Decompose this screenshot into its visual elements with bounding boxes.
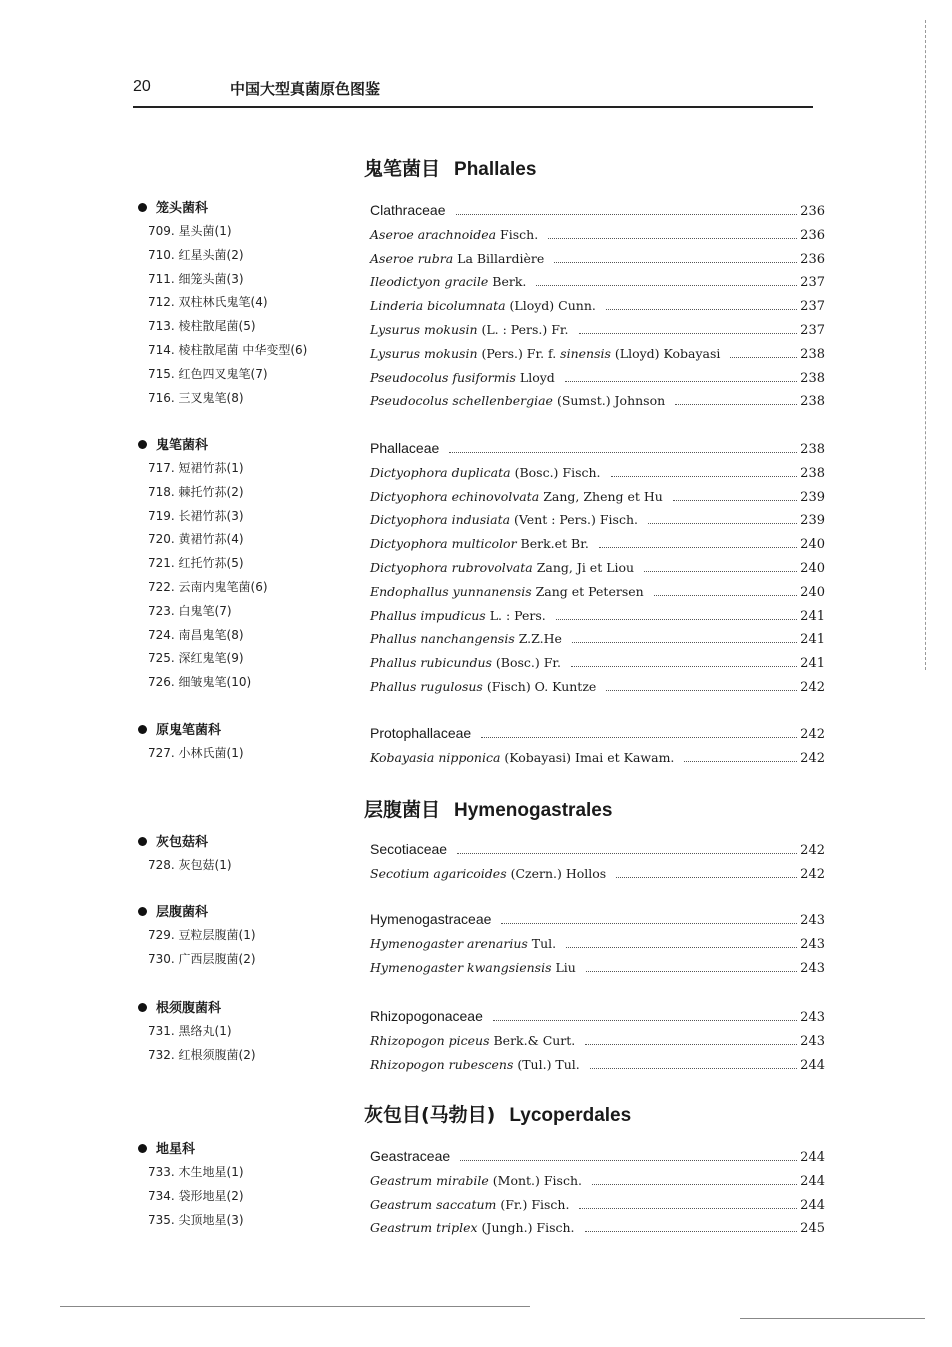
dot-leader [566, 947, 797, 948]
author-citation: (Fisch) O. Kuntze [482, 678, 597, 694]
taxon-index-row [370, 461, 825, 485]
dot-leader [493, 1020, 797, 1021]
page-ref: 238 [800, 346, 825, 362]
page-ref: 244 [800, 1173, 825, 1189]
latin-binomial: Dictyophora indusiata [370, 512, 511, 528]
taxon-name [370, 862, 606, 886]
taxon-name [370, 908, 491, 932]
latin-binomial: Endophallus yunnanensis [370, 583, 532, 599]
species-item: 722. 云南内鬼笔菌(6) [148, 579, 268, 594]
family-latin-name: Geastraceae [370, 1148, 451, 1164]
page-ref: 236 [800, 251, 825, 267]
species-item: 728. 灰包菇(1) [148, 858, 232, 872]
taxon-name [370, 270, 526, 294]
species-item: 725. 深红鬼笔(9) [148, 651, 244, 666]
author-citation: Fisch. [496, 226, 539, 242]
family-index-row [370, 722, 825, 746]
family-index-row [370, 437, 825, 461]
page-ref: 237 [800, 299, 825, 315]
taxon-name [370, 389, 665, 413]
dot-leader [449, 452, 797, 453]
species-item: 727. 小林氏菌(1) [148, 746, 244, 760]
taxon-index-row [370, 247, 825, 271]
latin-binomial: Ileodictyon gracile [370, 274, 489, 290]
family-name [138, 198, 358, 220]
taxon-index-row [370, 508, 825, 532]
dot-leader [648, 523, 797, 524]
taxon-name [370, 1169, 582, 1193]
latin-binomial: Geastrum triplex [370, 1220, 478, 1236]
order-heading-hymenogastrales [364, 795, 612, 822]
author-citation: (Pers.) Fr. f. [477, 345, 561, 361]
latin-infraspecific: sinensis [560, 345, 611, 361]
latin-binomial: Rhizopogon piceus [370, 1032, 490, 1048]
bullet-icon [138, 440, 147, 449]
dot-leader [554, 262, 797, 263]
taxon-name [370, 651, 561, 675]
taxon-index-row [370, 1193, 825, 1217]
family-latin-name: Hymenogastraceae [370, 911, 492, 927]
page-ref: 240 [800, 584, 825, 600]
page-ref: 240 [800, 537, 825, 553]
order-name-latin: Hymenogastrales [454, 800, 613, 821]
taxon-name [370, 838, 447, 862]
taxon-index-row [370, 956, 825, 980]
taxon-name [370, 746, 674, 770]
latin-binomial: Aseroe arachnoidea [370, 226, 497, 242]
author-citation: La Billardière [453, 250, 545, 266]
bullet-icon [138, 203, 147, 212]
dot-leader [675, 404, 797, 405]
taxon-index-row [370, 1053, 825, 1077]
species-item: 720. 黄裙竹荪(4) [148, 532, 244, 547]
family-name [138, 720, 358, 742]
author-citation: Tul. [527, 935, 557, 951]
latin-binomial: Geastrum mirabile [370, 1172, 489, 1188]
dot-leader [565, 381, 797, 382]
taxon-name [370, 1029, 575, 1053]
bottom-rule [60, 1306, 530, 1307]
latin-binomial: Phallus impudicus [370, 607, 486, 623]
dot-leader [456, 214, 798, 215]
author-citation: Z.Z.He [514, 631, 562, 647]
dot-leader [673, 500, 797, 501]
species-item: 718. 棘托竹荪(2) [148, 484, 244, 499]
page-ref: 236 [800, 227, 825, 243]
latin-binomial: Phallus rugulosus [370, 678, 483, 694]
taxon-index-row [370, 1216, 825, 1240]
index-block [370, 722, 825, 770]
taxon-name [370, 675, 596, 699]
index-block [370, 437, 825, 699]
order-name-latin: Lycoperdales [509, 1105, 632, 1126]
dot-leader [501, 923, 797, 924]
page-ref: 238 [800, 442, 825, 457]
page-ref: 243 [800, 913, 825, 928]
species-item: 733. 木生地星(1) [148, 1165, 244, 1179]
taxon-index-row [370, 1169, 825, 1193]
dot-leader [457, 853, 797, 854]
taxon-name [370, 722, 471, 746]
taxon-index-row [370, 675, 825, 699]
taxon-index-row [370, 532, 825, 556]
page-ref: 243 [800, 1033, 825, 1049]
dot-leader [460, 1160, 797, 1161]
author-citation: (Bosc.) Fr. [491, 655, 562, 671]
author-citation: (Kobayasi) Imai et Kawam. [500, 749, 675, 765]
author-citation: (Mont.) Fisch. [488, 1172, 582, 1188]
family-index-row [370, 908, 825, 932]
species-item: 730. 广西层腹菌(2) [148, 951, 256, 966]
index-block [370, 1005, 825, 1076]
family-index-row [370, 1145, 825, 1169]
family-name-text: 鬼笔菌科 [156, 438, 209, 453]
dot-leader [644, 571, 797, 572]
dot-leader [571, 666, 797, 667]
taxon-name [370, 1053, 580, 1077]
family-index-row [370, 1005, 825, 1029]
taxon-name [370, 437, 439, 461]
species-item: 719. 长裙竹荪(3) [148, 508, 244, 523]
species-item: 715. 红色四叉鬼笔(7) [148, 366, 268, 381]
page-ref: 237 [800, 322, 825, 338]
latin-binomial: Pseudocolus schellenbergiae [370, 393, 553, 409]
family-block [138, 1139, 358, 1232]
page-ref: 242 [800, 866, 825, 882]
family-index-row [370, 199, 825, 223]
author-citation: Liu [551, 959, 576, 975]
family-name [138, 435, 358, 457]
dot-leader [572, 642, 797, 643]
species-item: 714. 棱柱散尾菌 中华变型(6) [148, 342, 308, 357]
taxon-name [370, 247, 544, 271]
taxon-index-row [370, 862, 825, 886]
bullet-icon [138, 907, 147, 916]
species-item: 716. 三叉鬼笔(8) [148, 390, 244, 405]
page-ref: 238 [800, 465, 825, 481]
taxon-index-row [370, 389, 825, 413]
species-item: 723. 白鬼笔(7) [148, 603, 232, 618]
page-ref: 237 [800, 275, 825, 291]
bottom-rule [740, 1318, 925, 1319]
bullet-icon [138, 725, 147, 734]
author-citation: (Sumst.) Johnson [552, 393, 666, 409]
author-citation: Zang, Zheng et Hu [539, 488, 663, 504]
species-item: 711. 细笼头菌(3) [148, 271, 244, 286]
taxon-name [370, 461, 601, 485]
dot-leader [606, 309, 797, 310]
dot-leader [599, 547, 797, 548]
species-item: 724. 南昌鬼笔(8) [148, 627, 244, 642]
dot-leader [730, 357, 797, 358]
taxon-name [370, 318, 569, 342]
species-item: 709. 星头菌(1) [148, 224, 232, 238]
dot-leader [481, 737, 797, 738]
latin-binomial: Hymenogaster arenarius [370, 935, 528, 951]
family-name-text: 根须腹菌科 [156, 1001, 222, 1016]
author-citation: (Jungh.) Fisch. [477, 1220, 575, 1236]
family-block [138, 720, 358, 766]
page-ref: 240 [800, 560, 825, 576]
dot-leader [611, 476, 798, 477]
family-latin-name: Phallaceae [370, 440, 440, 456]
dot-leader [548, 238, 797, 239]
author-citation: (Tul.) Tul. [513, 1056, 580, 1072]
species-item: 729. 豆粒层腹菌(1) [148, 928, 256, 942]
bullet-icon [138, 837, 147, 846]
family-name-text: 笼头菌科 [156, 201, 209, 216]
taxon-index-row [370, 556, 825, 580]
dot-leader [556, 619, 797, 620]
dot-leader [579, 333, 798, 334]
family-name-text: 地星科 [156, 1142, 196, 1157]
page-ref: 243 [800, 936, 825, 952]
family-latin-name: Rhizopogonaceae [370, 1008, 483, 1024]
taxon-name [370, 627, 562, 651]
taxon-index-row [370, 580, 825, 604]
species-item: 726. 细皱鬼笔(10) [148, 675, 252, 690]
taxon-name [370, 604, 546, 628]
family-block [138, 198, 358, 410]
family-name-text: 原鬼笔菌科 [156, 723, 222, 738]
family-name [138, 902, 358, 924]
species-item: 735. 尖顶地星(3) [148, 1212, 244, 1227]
dot-leader [590, 1068, 797, 1069]
page-ref: 241 [800, 632, 825, 648]
family-block [138, 902, 358, 972]
taxon-index-row [370, 270, 825, 294]
species-item: 717. 短裙竹荪(1) [148, 461, 244, 475]
latin-binomial: Phallus rubicundus [370, 655, 492, 671]
author-citation: (Vent : Pers.) Fisch. [510, 512, 638, 528]
latin-binomial: Dictyophora echinovolvata [370, 488, 540, 504]
page-ref: 242 [800, 750, 825, 766]
author-citation: Zang, Ji et Liou [532, 559, 635, 575]
taxon-name [370, 1193, 569, 1217]
order-heading-phallales [364, 154, 536, 181]
author-citation: Berk. [488, 274, 527, 290]
author-citation: (Lloyd) Kobayasi [610, 345, 721, 361]
author-citation: Zang et Petersen [531, 583, 644, 599]
page-ref: 243 [800, 1010, 825, 1025]
taxon-index-row [370, 366, 825, 390]
family-name-text: 层腹菌科 [156, 905, 209, 920]
taxon-name [370, 532, 589, 556]
taxon-name [370, 342, 720, 366]
page-ref: 244 [800, 1150, 825, 1165]
page-ref: 244 [800, 1197, 825, 1213]
page-ref: 244 [800, 1057, 825, 1073]
latin-binomial: Hymenogaster kwangsiensis [370, 959, 552, 975]
bullet-icon [138, 1144, 147, 1153]
page-ref: 238 [800, 394, 825, 410]
page-ref: 241 [800, 656, 825, 672]
latin-binomial: Kobayasia nipponica [370, 749, 501, 765]
latin-binomial: Lysurus mokusin [370, 345, 478, 361]
taxon-name [370, 508, 638, 532]
page-ref: 242 [800, 679, 825, 695]
author-citation: (Fr.) Fisch. [496, 1196, 570, 1212]
latin-binomial: Dictyophora rubrovolvata [370, 559, 533, 575]
page-ref: 243 [800, 960, 825, 976]
index-block [370, 908, 825, 979]
latin-binomial: Aseroe rubra [370, 250, 454, 266]
family-name [138, 832, 358, 854]
species-item: 712. 双柱林氏鬼笔(4) [148, 295, 268, 310]
dot-leader [585, 1231, 798, 1232]
author-citation: (Bosc.) Fisch. [510, 464, 601, 480]
taxon-index-row [370, 318, 825, 342]
taxon-name [370, 580, 644, 604]
latin-binomial: Geastrum saccatum [370, 1196, 497, 1212]
dot-leader [586, 971, 797, 972]
order-name-latin: Phallales [454, 159, 537, 180]
page-ref: 236 [800, 204, 825, 219]
taxon-name [370, 294, 596, 318]
index-block [370, 838, 825, 886]
taxon-name [370, 1216, 575, 1240]
taxon-index-row [370, 1029, 825, 1053]
author-citation: L. : Pers. [485, 607, 546, 623]
family-name-text: 灰包菇科 [156, 835, 209, 850]
author-citation: (L. : Pers.) Fr. [477, 321, 569, 337]
taxon-index-row [370, 604, 825, 628]
taxon-name [370, 366, 555, 390]
dot-leader [536, 285, 797, 286]
species-item: 721. 红托竹荪(5) [148, 556, 244, 571]
bullet-icon [138, 1003, 147, 1012]
latin-binomial: Rhizopogon rubescens [370, 1056, 514, 1072]
dot-leader [684, 761, 797, 762]
taxon-index-row [370, 627, 825, 651]
page-ref: 239 [800, 513, 825, 529]
taxon-index-row [370, 294, 825, 318]
species-item: 713. 棱柱散尾菌(5) [148, 319, 256, 334]
page-ref: 245 [800, 1221, 825, 1237]
taxon-name [370, 199, 446, 223]
order-name-zh: 鬼笔菌目 [364, 158, 441, 180]
scan-edge-mark [925, 20, 929, 670]
author-citation: Berk.& Curt. [489, 1032, 576, 1048]
page-number: 20 [133, 78, 151, 95]
taxon-name [370, 932, 556, 956]
species-item: 732. 红根须腹菌(2) [148, 1047, 256, 1062]
author-citation: Lloyd [515, 369, 555, 385]
page-ref: 242 [800, 727, 825, 742]
family-latin-name: Secotiaceae [370, 841, 448, 857]
latin-binomial: Lysurus mokusin [370, 321, 478, 337]
dot-leader [654, 595, 797, 596]
species-item: 734. 袋形地星(2) [148, 1188, 244, 1203]
latin-binomial: Secotium agaricoides [370, 865, 507, 881]
page-ref: 239 [800, 489, 825, 505]
dot-leader [606, 690, 797, 691]
taxon-name [370, 556, 634, 580]
latin-binomial: Dictyophora duplicata [370, 464, 511, 480]
taxon-name [370, 223, 538, 247]
family-index-row [370, 838, 825, 862]
index-block [370, 199, 825, 413]
dot-leader [592, 1184, 797, 1185]
dot-leader [585, 1044, 797, 1045]
order-heading-lycoperdales [364, 1100, 631, 1127]
taxon-index-row [370, 223, 825, 247]
dot-leader [616, 877, 797, 878]
latin-binomial: Phallus nanchangensis [370, 631, 515, 647]
latin-binomial: Pseudocolus fusiformis [370, 369, 516, 385]
taxon-index-row [370, 746, 825, 770]
family-latin-name: Clathraceae [370, 202, 446, 218]
author-citation: Berk.et Br. [516, 536, 589, 552]
index-block [370, 1145, 825, 1240]
author-citation: (Czern.) Hollos [506, 865, 607, 881]
order-name-zh: 层腹菌目 [364, 799, 441, 821]
author-citation: (Lloyd) Cunn. [505, 298, 596, 314]
species-item: 710. 红星头菌(2) [148, 247, 244, 262]
family-name [138, 998, 358, 1020]
page-ref: 241 [800, 608, 825, 624]
taxon-index-row [370, 651, 825, 675]
book-title: 中国大型真菌原色图鉴 [230, 80, 381, 98]
taxon-index-row [370, 485, 825, 509]
family-block [138, 435, 358, 695]
taxon-name [370, 1145, 450, 1169]
page-header [133, 76, 813, 108]
species-item: 731. 黑络丸(1) [148, 1024, 232, 1038]
taxon-name [370, 485, 663, 509]
latin-binomial: Dictyophora multicolor [370, 536, 517, 552]
family-block [138, 832, 358, 878]
page-ref: 242 [800, 843, 825, 858]
taxon-name [370, 956, 576, 980]
dot-leader [579, 1208, 797, 1209]
taxon-name [370, 1005, 483, 1029]
family-name [138, 1139, 358, 1161]
page-ref: 238 [800, 370, 825, 386]
latin-binomial: Linderia bicolumnata [370, 298, 506, 314]
family-latin-name: Protophallaceae [370, 725, 472, 741]
order-name-zh: 灰包目(马勃目) [364, 1104, 496, 1126]
family-block [138, 998, 358, 1068]
taxon-index-row [370, 342, 825, 366]
taxon-index-row [370, 932, 825, 956]
